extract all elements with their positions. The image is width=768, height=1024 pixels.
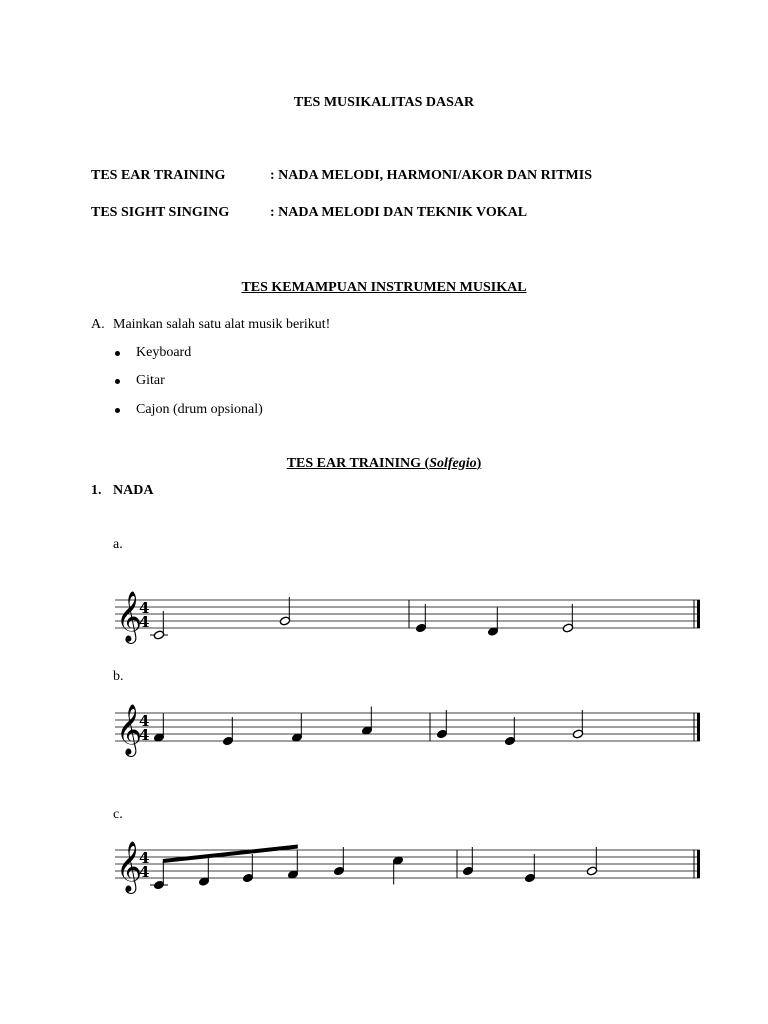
heading-main: TES EAR TRAINING ( — [286, 456, 430, 471]
heading-italic: Solfegio — [429, 456, 477, 471]
time-signature-bottom: 4 — [139, 726, 150, 744]
exercise-label-c: c. — [113, 807, 123, 822]
music-note — [462, 847, 473, 876]
heading-close: ) — [476, 456, 482, 471]
treble-clef-icon: 𝄞 — [116, 841, 143, 892]
exercise-label-a: a. — [113, 537, 123, 552]
treble-clef-icon: 𝄞 — [116, 591, 143, 642]
treble-clef-icon: 𝄞 — [116, 704, 143, 755]
time-signature-top: 4 — [139, 599, 150, 617]
time-signature-bottom: 4 — [139, 863, 150, 881]
time-signature-top: 4 — [139, 849, 150, 867]
test-value: : NADA MELODI DAN TEKNIK VOKAL — [270, 205, 528, 220]
test-label: TES SIGHT SINGING — [91, 205, 230, 220]
music-note — [333, 847, 344, 876]
music-note — [198, 858, 209, 887]
bullet-text: Keyboard — [136, 345, 192, 360]
section-number: 1. — [91, 483, 102, 498]
music-note — [287, 851, 298, 880]
music-note — [242, 854, 253, 883]
test-value: : NADA MELODI, HARMONI/AKOR DAN RITMIS — [270, 168, 593, 183]
instrument-heading: TES KEMAMPUAN INSTRUMEN MUSIKAL — [241, 280, 527, 295]
page-title: TES MUSIKALITAS DASAR — [293, 95, 475, 110]
final-bar-thick — [697, 850, 700, 878]
music-note — [150, 861, 168, 890]
music-note — [524, 854, 535, 883]
music-note — [392, 856, 403, 885]
exercise-label-b: b. — [113, 669, 124, 684]
instruction-text: Mainkan salah satu alat musik berikut! — [113, 317, 331, 332]
list-marker: A. — [91, 317, 105, 332]
time-signature-top: 4 — [139, 712, 150, 730]
note-beam — [163, 845, 298, 864]
bullet-text: Cajon (drum opsional) — [136, 402, 263, 417]
section-title: NADA — [113, 483, 154, 498]
time-signature-bottom: 4 — [139, 613, 150, 631]
test-label: TES EAR TRAINING — [91, 168, 226, 183]
bullet-text: Gitar — [136, 373, 165, 388]
music-note — [586, 847, 597, 876]
